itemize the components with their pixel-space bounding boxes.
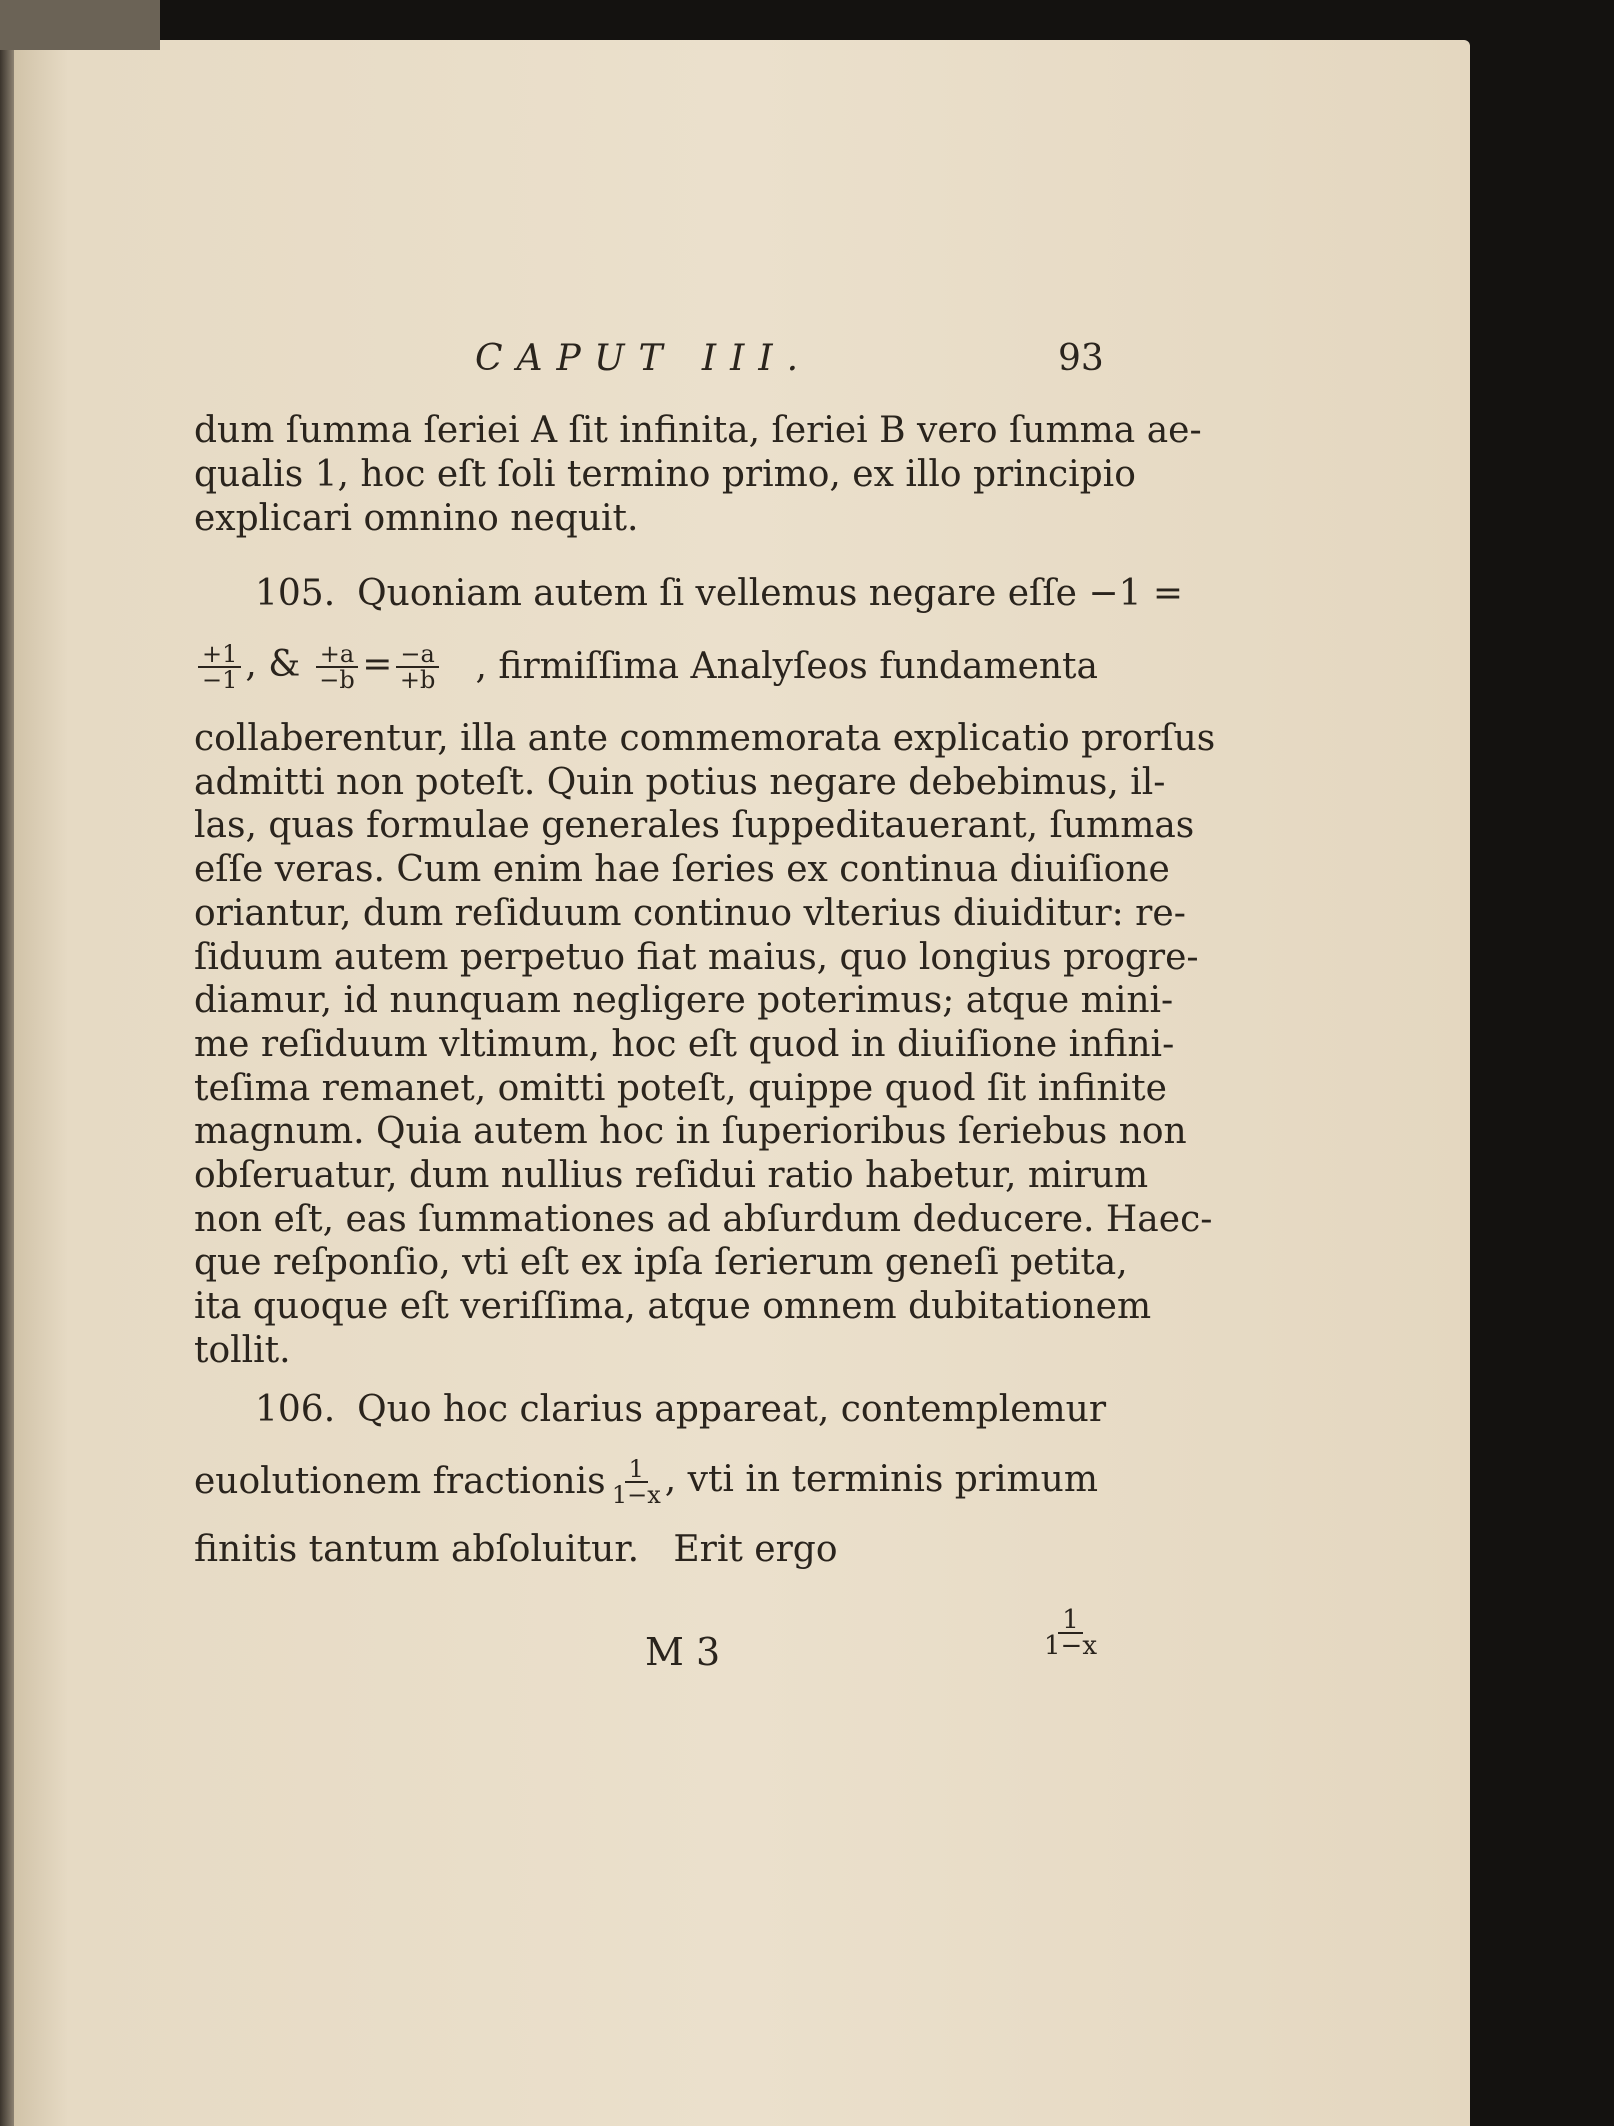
text-line: ſiduum autem perpetuo fiat maius, quo longius progre- [194, 936, 1199, 978]
text: Quoniam autem ſi vellemus negare eſſe −1 = [357, 573, 1184, 614]
text-line: qualis 1, hoc eſt ſoli termino primo, ex illo principio [194, 454, 1136, 495]
text-line: admitti non poteſt. Quin potius negare debebimus, il- [194, 761, 1166, 803]
text-line: ita quoque eſt veriſſima, atque omnem dubitationem [194, 1286, 1152, 1328]
text-line: teſima remanet, omitti poteſt, quippe quod ſit infinite [194, 1067, 1167, 1109]
fraction: $\frac{+1}{-1}$ [198, 642, 241, 692]
signature-mark: M 3 [645, 1630, 721, 1674]
para-105-first-line [255, 572, 1184, 616]
fraction: $\frac{+a}{-b}$ [316, 642, 358, 692]
text-line: explicari omnino nequit. [194, 498, 639, 539]
text-line: las, quas formulae generales ſuppeditauerant, ſummas [194, 805, 1195, 847]
catchword: $\frac{1}{1-x}$ [1044, 1605, 1097, 1661]
section-number: 106. [255, 1389, 336, 1430]
scan-edge [0, 0, 160, 50]
text-line: diamur, id nunquam negligere poterimus; atque mini- [194, 980, 1174, 1022]
text: , & [245, 644, 301, 685]
fraction-line [194, 1452, 1098, 1512]
page-number: 93 [1058, 338, 1104, 379]
text-line: tollit. [194, 1329, 291, 1371]
text-line: non eſt, eas ſummationes ad abſurdum deducere. Haec- [194, 1198, 1213, 1240]
text-line: collaberentur, illa ante commemorata explicatio prorſus [194, 718, 1216, 759]
text-line: eſſe veras. Cum enim hae ſeries ex continua diuiſione [194, 849, 1170, 891]
book-binding [0, 0, 14, 2126]
section-number: 105. [255, 573, 336, 614]
text: , firmiſſima Analyſeos fundamenta [475, 646, 1098, 687]
text: , vti in terminis primum [664, 1459, 1098, 1500]
fraction: $\frac{-a}{+b}$ [396, 642, 438, 692]
text-line: me reſiduum vltimum, hoc eſt quod in diuiſione infini- [194, 1023, 1175, 1065]
text-line: magnum. Quia autem hoc in ſuperioribus ſeriebus non [194, 1111, 1187, 1153]
text: euolutionem fractionis [194, 1461, 606, 1502]
para-106-first-line [255, 1388, 1107, 1432]
fraction: $\frac{1}{1-x}$ [611, 1455, 661, 1509]
text-line: que reſponſio, vti eſt ex ipſa ſerierum geneſi petita, [194, 1242, 1128, 1284]
running-title: CAPUT III. [475, 338, 813, 379]
equals: = [362, 644, 393, 685]
text-line: finitis tantum abſoluitur. Erit ergo [194, 1529, 838, 1570]
text-line: oriantur, dum reſiduum continuo vlterius diuiditur: re- [194, 892, 1186, 934]
text-line: dum ſumma ſeriei A ſit infinita, ſeriei B vero ſumma ae- [194, 410, 1202, 451]
text-line: obſeruatur, dum nullius reſidui ratio habetur, mirum [194, 1155, 1149, 1196]
formula-line [194, 634, 1098, 700]
text: Quo hoc clarius appareat, contemplemur [357, 1389, 1107, 1430]
